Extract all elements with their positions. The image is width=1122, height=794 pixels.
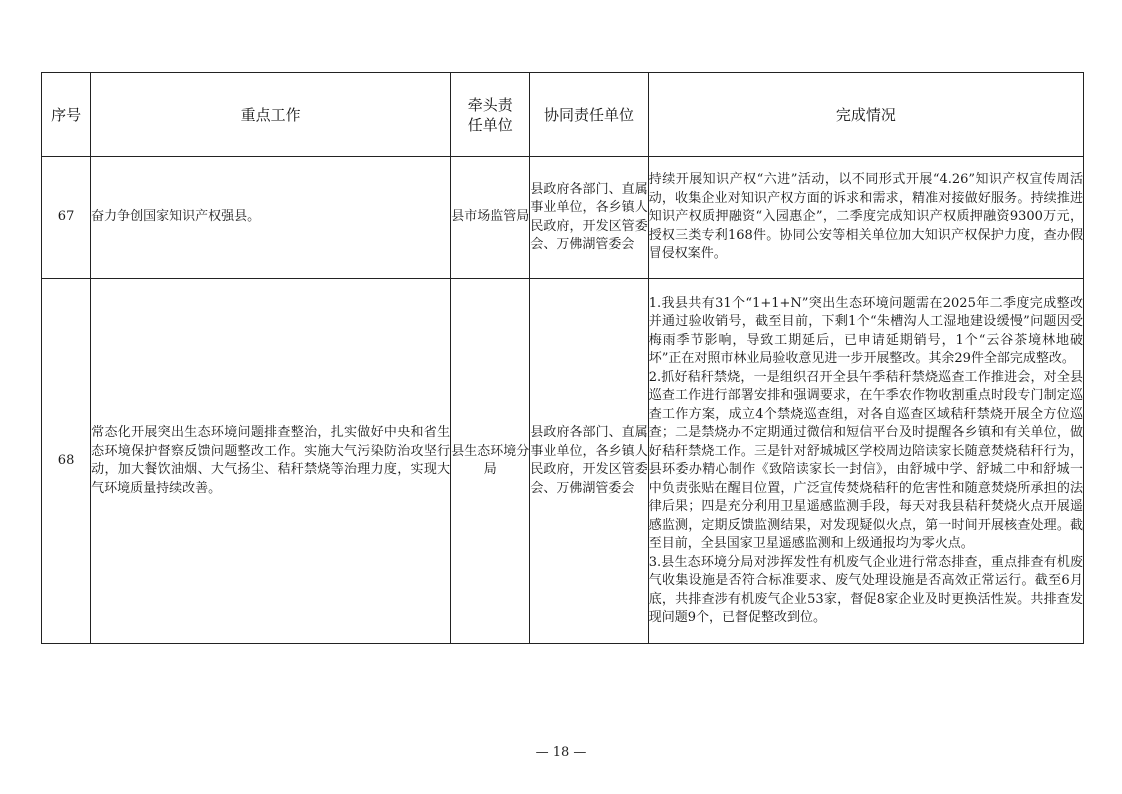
done-paragraph: 持续开展知识产权“六进”活动，以不同形式开展“4.26”知识产权宣传周活动，收集企业对知识产权方面的诉求和需求，精准对接做好服务。持续推进知识产权质押融资“入园惠企”，二季度完成知识产权质押融资9300万元，授权三类专利168件。协同公安等相关单位加大知识产权保护力度，查办假冒侵权案件。: [648, 172, 1083, 262]
work-progress-table: [41, 72, 1084, 644]
row-lead: 县市场监管局: [451, 157, 530, 279]
row-co: 县政府各部门、直属事业单位，各乡镇人民政府，开发区管委会、万佛湖管委会: [530, 279, 648, 644]
header-lead-label: 牵头责任单位: [467, 95, 513, 134]
row-no: 68: [42, 279, 91, 644]
row-no: 67: [42, 157, 91, 279]
row-task: 奋力争创国家知识产权强县。: [91, 157, 451, 279]
header-done: 完成情况: [648, 73, 1083, 157]
row-done: [648, 279, 1083, 644]
header-task: 重点工作: [91, 73, 451, 157]
row-task: 常态化开展突出生态环境问题排查整治，扎实做好中央和省生态环境保护督察反馈问题整改工作。实施大气污染防治攻坚行动，加大餐饮油烟、大气扬尘、秸秆禁烧等治理力度，实现大气环境质量持续改善。: [91, 279, 451, 644]
header-no: 序号: [42, 73, 91, 157]
done-paragraph: 1.我县共有31个“1+1+N”突出生态环境问题需在2025年二季度完成整改并通过验收销号，截至目前，下剩1个“朱槽沟人工湿地建设缓慢”问题因受梅雨季节影响，导致工期延后，已申请延期销号，1个“云谷茶境林地破坏”正在对照市林业局验收意见进一步开展整改。其余29件全部完成整改。: [648, 295, 1083, 366]
done-paragraph: 2.抓好秸秆禁烧，一是组织召开全县午季秸秆禁烧巡查工作推进会，对全县巡查工作进行部署安排和强调要求，在午季农作物收割重点时段专门制定巡查工作方案，成立4个禁烧巡查组，对各自巡查区域秸秆禁烧开展全方位巡查；二是禁烧办不定期通过微信和短信平台及时提醒各乡镇和有关单位，做好秸秆禁烧工作。三是针对舒城城区学校周边陪读家长随意焚烧秸秆行为，县环委办精心制作《致陪读家长一封信》，由舒城中学、舒城二中和舒城一中负责张贴在醒目位置，广泛宣传焚烧秸秆的危害性和随意焚烧所承担的法律后果；四是充分利用卫星遥感监测手段，每天对我县秸秆焚烧火点开展遥感监测，定期反馈监测结果，对发现疑似火点，第一时间开展核查处理。截至目前，全县国家卫星遥感监测和上级通报均为零火点。: [648, 369, 1083, 551]
header-co: 协同责任单位: [530, 73, 648, 157]
done-paragraph: 3.县生态环境分局对涉挥发性有机废气企业进行常态排查，重点排查有机废气收集设施是否符合标准要求、废气处理设施是否高效正常运行。截至6月底，共排查涉有机废气企业53家，督促8家企业及时更换活性炭。共排查发现问题9个，已督促整改到位。: [648, 554, 1083, 625]
header-lead: [451, 73, 530, 157]
table-row: [42, 157, 1084, 279]
page-number: — 18 —: [535, 745, 587, 760]
row-co: 县政府各部门、直属事业单位，各乡镇人民政府，开发区管委会、万佛湖管委会: [530, 157, 648, 279]
row-done: [648, 157, 1083, 279]
table-header-row: [42, 73, 1084, 157]
row-lead: 县生态环境分局: [451, 279, 530, 644]
table-row: [42, 279, 1084, 644]
